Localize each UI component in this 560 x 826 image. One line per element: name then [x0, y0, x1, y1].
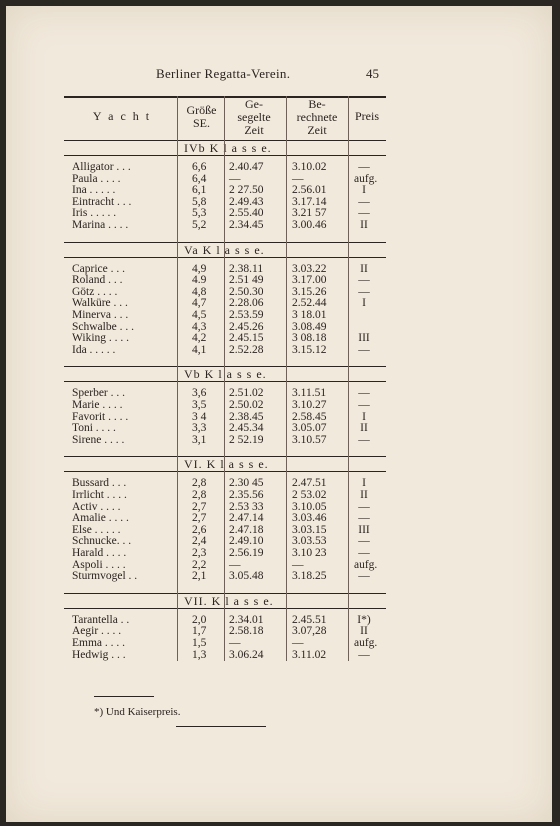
sail-area: 1,3 [192, 648, 207, 661]
yacht-name: Bussard . . . [72, 477, 127, 490]
prize: — [358, 195, 370, 208]
yacht-name: Sirene . . . . [72, 433, 125, 446]
sailed-time: 3.06.24 [229, 648, 264, 661]
sailed-time: 2.53 33 [229, 500, 264, 513]
prize: — [358, 648, 370, 661]
sail-area: 2,8 [192, 489, 207, 501]
sailed-time: 2.47.14 [229, 512, 264, 525]
table-row [64, 423, 386, 434]
table-row [64, 287, 386, 298]
sailed-time: 2.51 49 [229, 274, 264, 287]
table-row [64, 197, 386, 208]
calculated-time: 2.47.51 [292, 477, 327, 490]
yacht-name: Schwalbe . . . [72, 320, 134, 333]
sail-area: 4,8 [192, 285, 207, 298]
sailed-time: 2.45.26 [229, 320, 264, 333]
sailed-time: 2.55.40 [229, 207, 264, 220]
table-row [64, 264, 386, 275]
column-divider [286, 96, 287, 661]
calculated-time: 3.17.14 [292, 195, 327, 208]
section-label-rule [64, 381, 386, 382]
sail-area: 1,5 [192, 637, 207, 649]
table-row [64, 174, 386, 185]
prize: II [360, 219, 368, 231]
table-row [64, 333, 386, 344]
yacht-name: Amalie . . . . [72, 512, 129, 525]
table-row [64, 490, 386, 501]
sailed-time: 2.38.45 [229, 410, 264, 423]
table-row [64, 536, 386, 547]
yacht-name: Aegir . . . . [72, 625, 122, 638]
sailed-time: 3.05.48 [229, 570, 264, 583]
sail-area: 5,2 [192, 219, 207, 231]
table-row [64, 388, 386, 399]
yacht-name: Paula . . . . [72, 172, 121, 185]
calculated-time: 3.11.02 [292, 648, 327, 661]
sail-area: 5,8 [192, 195, 207, 208]
sail-area: 5,3 [192, 207, 207, 220]
table-row [64, 650, 386, 661]
running-header: Berliner Regatta-Verein. [156, 66, 291, 81]
sailed-time: 2.49.43 [229, 195, 264, 208]
prize: — [358, 161, 370, 173]
calculated-time: — [292, 637, 304, 649]
prize: — [358, 570, 370, 583]
sailed-time: 2.56.19 [229, 547, 264, 559]
sailed-time: 2 52.19 [229, 433, 264, 446]
section-label-rule [64, 155, 386, 156]
prize: — [358, 274, 370, 287]
sailed-time: 2.49.10 [229, 535, 264, 548]
prize: I [362, 477, 366, 490]
calculated-time: 3.08.49 [292, 320, 327, 333]
sailed-time: 2.52.28 [229, 343, 264, 356]
calculated-time: 3.21 57 [292, 207, 327, 220]
yacht-name: Toni . . . . [72, 422, 116, 435]
prize: II [360, 422, 368, 435]
table-row [64, 435, 386, 446]
sail-area: 2,3 [192, 547, 207, 559]
sail-area: 3,5 [192, 399, 207, 411]
sail-area: 6,1 [192, 184, 207, 197]
table-row [64, 412, 386, 423]
yacht-name: Götz . . . . [72, 285, 118, 298]
table-row [64, 626, 386, 637]
calculated-time: 3.03.46 [292, 512, 327, 525]
calculated-time: 3.11.51 [292, 387, 327, 400]
column-divider [348, 96, 349, 661]
prize: III [358, 523, 370, 536]
table-row [64, 298, 386, 309]
prize: — [358, 207, 370, 220]
sail-area: 4,2 [192, 332, 207, 345]
col-header-yacht: Y a c h t [92, 109, 152, 123]
table-row [64, 185, 386, 196]
table-row [64, 400, 386, 411]
prize: II [360, 262, 368, 275]
sailed-time: 2.30 45 [229, 477, 264, 490]
sail-area: 2,4 [192, 535, 207, 548]
calculated-time: 2.58.45 [292, 410, 327, 423]
footnote-rule [94, 696, 154, 697]
section-label: VII. K l a s s e. [184, 593, 274, 608]
calculated-time: 3.03.15 [292, 523, 327, 536]
calculated-time: 3.10.57 [292, 433, 327, 446]
calculated-time: 2.56.01 [292, 184, 327, 197]
table-row [64, 478, 386, 489]
calculated-time: — [292, 558, 304, 571]
sail-area: 4,5 [192, 309, 207, 321]
table-row [64, 615, 386, 626]
yacht-name: Else . . . . . [72, 523, 121, 536]
section-label: VI. K l a s s e. [184, 457, 269, 472]
yacht-name: Walküre . . . [72, 297, 128, 310]
table-row [64, 502, 386, 513]
section-label: Vb K l a s s e. [184, 367, 267, 382]
sail-area: 2,7 [192, 500, 207, 513]
section-label-rule [64, 471, 386, 472]
calculated-time: 3.10 23 [292, 547, 327, 559]
yacht-name: Activ . . . . [72, 500, 121, 513]
sailed-time: 2.58.18 [229, 625, 264, 638]
table-row [64, 162, 386, 173]
sailed-time: 2.34.45 [229, 219, 264, 231]
sailed-time: — [229, 637, 241, 649]
calculated-time: 2.45.51 [292, 613, 327, 626]
calculated-time: 2 53.02 [292, 489, 327, 501]
sail-area: 4,7 [192, 297, 207, 310]
col-header-size: Größe SE. [186, 103, 217, 130]
sailed-time: 2.45.34 [229, 422, 264, 435]
sail-area: 3,1 [192, 433, 207, 446]
yacht-name: Favorit . . . . [72, 410, 129, 423]
calculated-time: 3.00.46 [292, 219, 327, 231]
calculated-time: 3.18.25 [292, 570, 327, 583]
prize: II [360, 625, 368, 638]
yacht-name: Irrlicht . . . . [72, 489, 127, 501]
prize: — [358, 343, 370, 356]
table-row [64, 322, 386, 333]
calculated-time: — [292, 172, 304, 185]
sail-area: 2,2 [192, 558, 207, 571]
calculated-time: 3.10.27 [292, 399, 327, 411]
page-number: 45 [366, 66, 379, 81]
col-header-prize: Preis [355, 109, 379, 123]
calculated-time: 3.10.02 [292, 161, 327, 173]
yacht-name: Wiking . . . . [72, 332, 130, 345]
calculated-time: 3 08.18 [292, 332, 327, 345]
sail-area: 4,3 [192, 320, 207, 333]
calculated-time: 3.07,28 [292, 625, 327, 638]
yacht-name: Tarantella . . [72, 613, 130, 626]
sail-area: 4.9 [192, 274, 207, 287]
table-row [64, 345, 386, 356]
yacht-name: Marie . . . . [72, 399, 123, 411]
table-row [64, 560, 386, 571]
yacht-name: Emma . . . . [72, 637, 126, 649]
prize: I [362, 410, 366, 423]
yacht-name: Ida . . . . . [72, 343, 116, 356]
sailed-time: — [229, 558, 241, 571]
prize: II [360, 489, 368, 501]
prize: I*) [357, 613, 371, 626]
table-row [64, 571, 386, 582]
prize: aufg. [354, 558, 378, 571]
sail-area: 4,9 [192, 262, 207, 275]
footnote-end-rule [176, 726, 266, 727]
sail-area: 2,7 [192, 512, 207, 525]
sailed-time: 2.47.18 [229, 523, 264, 536]
prize: — [358, 500, 370, 513]
yacht-name: Aspoli . . . . [72, 558, 126, 571]
yacht-name: Alligator . . . [72, 161, 131, 173]
yacht-name: Sturmvogel . . [72, 570, 138, 583]
sailed-time: 2.35.56 [229, 489, 264, 501]
prize: — [358, 512, 370, 525]
sailed-time: 2 27.50 [229, 184, 264, 197]
prize: — [358, 433, 370, 446]
table-row [64, 220, 386, 231]
calculated-time: 3 18.01 [292, 309, 327, 321]
table-row [64, 548, 386, 559]
table-row [64, 525, 386, 536]
sailed-time: 2.45.15 [229, 332, 264, 345]
sail-area: 4,1 [192, 343, 207, 356]
table-row [64, 513, 386, 524]
yacht-name: Sperber . . . [72, 387, 126, 400]
yacht-name: Caprice . . . [72, 262, 126, 275]
sail-area: 1,7 [192, 625, 207, 638]
prize: — [358, 535, 370, 548]
section-label-rule [64, 257, 386, 258]
prize: — [358, 285, 370, 298]
yacht-name: Roland . . . [72, 274, 123, 287]
prize: aufg. [354, 637, 378, 649]
table-row [64, 638, 386, 649]
yacht-name: Ina . . . . . [72, 184, 116, 197]
yacht-name: Eintracht . . . [72, 195, 132, 208]
column-divider [224, 96, 225, 661]
yacht-name: Marina . . . . [72, 219, 129, 231]
yacht-name: Harald . . . . [72, 547, 127, 559]
table-row [64, 208, 386, 219]
col-header-calculated-time: Be- rechnete Zeit [296, 97, 338, 137]
sail-area: 2,0 [192, 613, 207, 626]
calculated-time: 3.15.26 [292, 285, 327, 298]
column-divider [177, 96, 178, 661]
prize: III [358, 332, 370, 345]
sail-area: 3,3 [192, 422, 207, 435]
col-header-sailed-time: Ge- segelte Zeit [237, 97, 271, 137]
sail-area: 6,4 [192, 172, 207, 185]
prize: I [362, 184, 366, 197]
sail-area: 2,8 [192, 477, 207, 490]
sail-area: 3 4 [192, 410, 207, 423]
calculated-time: 3.03.53 [292, 535, 327, 548]
sailed-time: 2.50.30 [229, 285, 264, 298]
sail-area: 2,6 [192, 523, 207, 536]
sailed-time: 2.40.47 [229, 161, 264, 173]
sailed-time: 2.28.06 [229, 297, 264, 310]
yacht-name: Schnucke. . . [72, 535, 132, 548]
table-row [64, 310, 386, 321]
sailed-time: 2.51.02 [229, 387, 264, 400]
yacht-name: Hedwig . . . [72, 648, 126, 661]
calculated-time: 3.10.05 [292, 500, 327, 513]
table-row [64, 275, 386, 286]
sail-area: 3,6 [192, 387, 207, 400]
section-label-rule [64, 608, 386, 609]
calculated-time: 3.03.22 [292, 262, 327, 275]
sail-area: 6,6 [192, 161, 207, 173]
calculated-time: 2.52.44 [292, 297, 327, 310]
book-page [6, 6, 552, 822]
sailed-time: 2.34.01 [229, 613, 264, 626]
yacht-name: Iris . . . . . [72, 207, 117, 220]
sailed-time: 2.53.59 [229, 309, 264, 321]
calculated-time: 3.17.00 [292, 274, 327, 287]
calculated-time: 3.05.07 [292, 422, 327, 435]
section-label: IVb K l a s s e. [184, 141, 272, 155]
sailed-time: — [229, 172, 241, 185]
sailed-time: 2.50.02 [229, 399, 264, 411]
calculated-time: 3.15.12 [292, 343, 327, 356]
prize: — [358, 387, 370, 400]
prize: — [358, 547, 370, 559]
prize: aufg. [354, 172, 378, 185]
section-label: Va K l a s s e. [184, 242, 265, 257]
footnote: *) Und Kaiserpreis. [94, 706, 181, 718]
sail-area: 2,1 [192, 570, 207, 583]
sailed-time: 2.38.11 [229, 262, 264, 275]
prize: I [362, 297, 366, 310]
prize: — [358, 399, 370, 411]
yacht-name: Minerva . . . [72, 309, 129, 321]
